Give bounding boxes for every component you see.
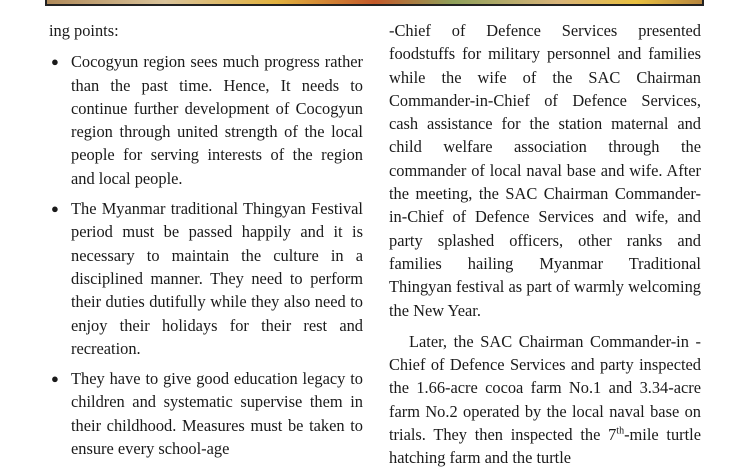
list-item xyxy=(49,50,363,190)
ordinal-suffix: th xyxy=(616,425,625,437)
list-item xyxy=(49,367,363,460)
bullet-list xyxy=(49,50,363,460)
bullet-text: Cocogyun region sees much progress rather than the past time. Hence, It needs to continue further development of Cocogyun region through united strength of the local people for serving interests of the region and local people. xyxy=(71,52,363,188)
paragraph-2-main: Later, the SAC Chairman Commander-in -Chief of Defence Services and party inspected the 1.66-acre cocoa farm No.1 and 3.34-acre farm No.2 operated by the local naval base on trials. They then inspected the 7 xyxy=(389,331,701,445)
bullet-text: They have to give good education legacy to children and systematic supervise them in their childhood. Measures must be taken to ensure every school-age xyxy=(71,369,363,459)
paragraph-2-tail: -mile turtle hatching farm and the turtle xyxy=(389,425,701,468)
right-column xyxy=(389,19,701,470)
bullet-text: The Myanmar traditional Thingyan Festival period must be passed happily and it is necessary to maintain the culture in a disciplined manner. They need to perform their duties dutifully while they also need to enjoy their holidays for their rest and recreation. xyxy=(71,199,363,358)
bullet-icon: ● xyxy=(51,371,59,387)
bullet-icon: ● xyxy=(51,201,59,217)
intro-text: ing points: xyxy=(49,21,119,40)
paragraph-1: -Chief of Defence Services presented foodstuffs for military personnel and families while the wife of the SAC Chairman Commander-in-Chief of Defence Services, cash assistance for the station maternal and child welfare association through the commander of local naval base and wife. After the meeting, the SAC Chairman Commander-in-Chief of Defence Services and wife, and party splashed officers, other ranks and families hailing Myanmar Traditional Thingyan festival as part of warmly welcoming the New Year. xyxy=(389,21,701,320)
top-photo-border xyxy=(45,0,704,6)
left-column xyxy=(49,19,363,467)
list-item xyxy=(49,197,363,360)
bullet-icon: ● xyxy=(51,54,59,70)
paragraph-2 xyxy=(389,330,701,470)
